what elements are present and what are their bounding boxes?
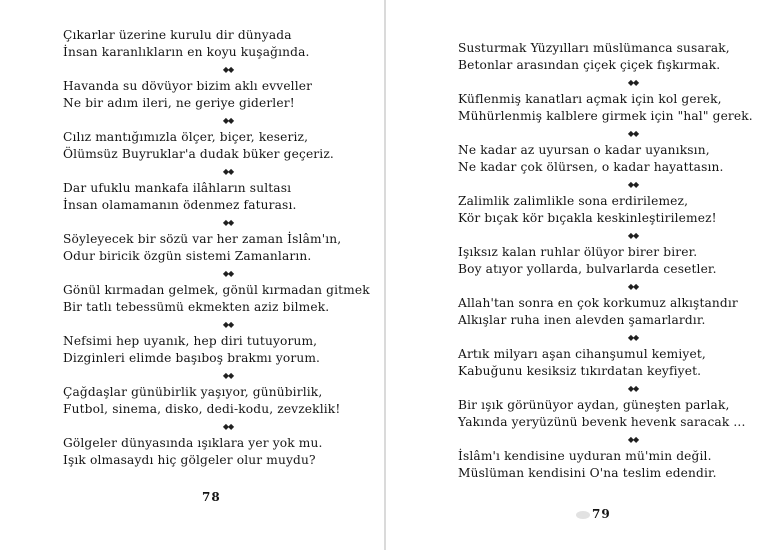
stanza [458, 193, 758, 227]
verse-line: Ne kadar çok ölürsen, o kadar hayattasın. [458, 160, 724, 174]
stanza-ornament: ◆◆ [627, 78, 639, 87]
verse-line: İslâm'ı kendisine uyduran mü'min değil. [458, 449, 712, 463]
left-page [0, 0, 385, 550]
verse-line: Ölümsüz Buyruklar'a dudak büker geçeriz. [63, 147, 334, 161]
stanza [63, 333, 363, 367]
verse-line: Futbol, sinema, disko, dedi-kodu, zevzeklik! [63, 402, 341, 416]
verse-line: Dizginleri elimde başıboş brakmı yorum. [63, 351, 321, 365]
stanza-ornament: ◆◆ [627, 333, 639, 342]
verse-line: Küflenmiş kanatları açmak için kol gerek, [458, 92, 722, 106]
verse-line: Kör bıçak kör bıçakla keskinleştirilemez! [458, 211, 717, 225]
stanza-ornament: ◆◆ [627, 384, 639, 393]
stanza [63, 129, 363, 163]
stanza-ornament: ◆◆ [627, 180, 639, 189]
verse-line: İnsan olamamanın ödenmez faturası. [63, 198, 297, 212]
left-page-stanzas [63, 27, 370, 469]
stanza [63, 78, 363, 112]
stanza [63, 384, 363, 418]
verse-line: Ne kadar az uyursan o kadar uyanıksın, [458, 143, 710, 157]
stanza [458, 142, 758, 176]
verse-line: Gölgeler dünyasında ışıklara yer yok mu. [63, 436, 323, 450]
stanza [458, 448, 758, 482]
stanza-ornament: ◆◆ [222, 65, 234, 74]
verse-line: Müslüman kendisini O'na teslim edendir. [458, 466, 717, 480]
stanza-ornament: ◆◆ [222, 320, 234, 329]
verse-line: Artık milyarı aşan cihanşumul kemiyet, [458, 347, 706, 361]
stanza [458, 397, 758, 431]
verse-line: Havanda su dövüyor bizim aklı evveller [63, 79, 313, 93]
verse-line: Işıksız kalan ruhlar ölüyor birer birer. [458, 245, 698, 259]
stanza [458, 40, 758, 74]
stanza-ornament: ◆◆ [222, 116, 234, 125]
verse-line: Mühürlenmiş kalblere girmek için "hal" gerek. [458, 109, 753, 123]
verse-line: Bir ışık görünüyor aydan, güneşten parlak, [458, 398, 730, 412]
verse-line: İnsan karanlıkların en koyu kuşağında. [63, 45, 310, 59]
verse-line: Boy atıyor yollarda, bulvarlarda cesetler. [458, 262, 717, 276]
right-page [386, 0, 771, 550]
right-page-stanzas [458, 40, 758, 482]
stanza [458, 244, 758, 278]
verse-line: Dar ufuklu mankafa ilâhların sultası [63, 181, 292, 195]
stanza-ornament: ◆◆ [627, 129, 639, 138]
stanza [63, 27, 363, 61]
verse-line: Betonlar arasından çiçek çiçek fışkırmak. [458, 58, 721, 72]
stanza [63, 231, 363, 265]
verse-line: Bir tatlı tebessümü ekmekten aziz bilmek. [63, 300, 330, 314]
page-number: 78 [202, 490, 221, 504]
stanza [458, 295, 758, 329]
verse-line: Söyleyecek bir sözü var her zaman İslâm'ın, [63, 232, 342, 246]
verse-line: Yakında yeryüzünü bevenk hevenk saracak ... [458, 415, 746, 429]
print-smudge [576, 511, 590, 519]
verse-line: Zalimlik zalimlikle sona erdirilemez, [458, 194, 689, 208]
stanza-ornament: ◆◆ [222, 371, 234, 380]
stanza [458, 346, 758, 380]
stanza [63, 180, 363, 214]
stanza-ornament: ◆◆ [222, 218, 234, 227]
verse-line: Nefsimi hep uyanık, hep diri tutuyorum, [63, 334, 318, 348]
verse-line: Ne bir adım ileri, ne geriye giderler! [63, 96, 295, 110]
stanza-ornament: ◆◆ [222, 167, 234, 176]
stanza-ornament: ◆◆ [222, 422, 234, 431]
page-number: 79 [592, 507, 611, 521]
stanza [63, 435, 363, 469]
verse-line: Alkışlar ruha inen alevden şamarlardır. [458, 313, 706, 327]
stanza-ornament: ◆◆ [627, 282, 639, 291]
verse-line: Çağdaşlar günübirlik yaşıyor, günübirlik, [63, 385, 323, 399]
verse-line: Susturmak Yüzyılları müslümanca susarak, [458, 41, 730, 55]
verse-line: Allah'tan sonra en çok korkumuz alkıştandır [458, 296, 738, 310]
verse-line: Odur biricik özgün sistemi Zamanların. [63, 249, 312, 263]
verse-line: Cılız mantığımızla ölçer, biçer, keseriz, [63, 130, 309, 144]
stanza-ornament: ◆◆ [627, 231, 639, 240]
stanza-ornament: ◆◆ [627, 435, 639, 444]
stanza [458, 91, 758, 125]
verse-line: Gönül kırmadan gelmek, gönül kırmadan gitmek [63, 283, 370, 297]
stanza [63, 282, 370, 316]
verse-line: Çıkarlar üzerine kurulu dir dünyada [63, 28, 292, 42]
verse-line: Kabuğunu kesiksiz tıkırdatan keyfiyet. [458, 364, 702, 378]
stanza-ornament: ◆◆ [222, 269, 234, 278]
verse-line: Işık olmasaydı hiç gölgeler olur muydu? [63, 453, 316, 467]
